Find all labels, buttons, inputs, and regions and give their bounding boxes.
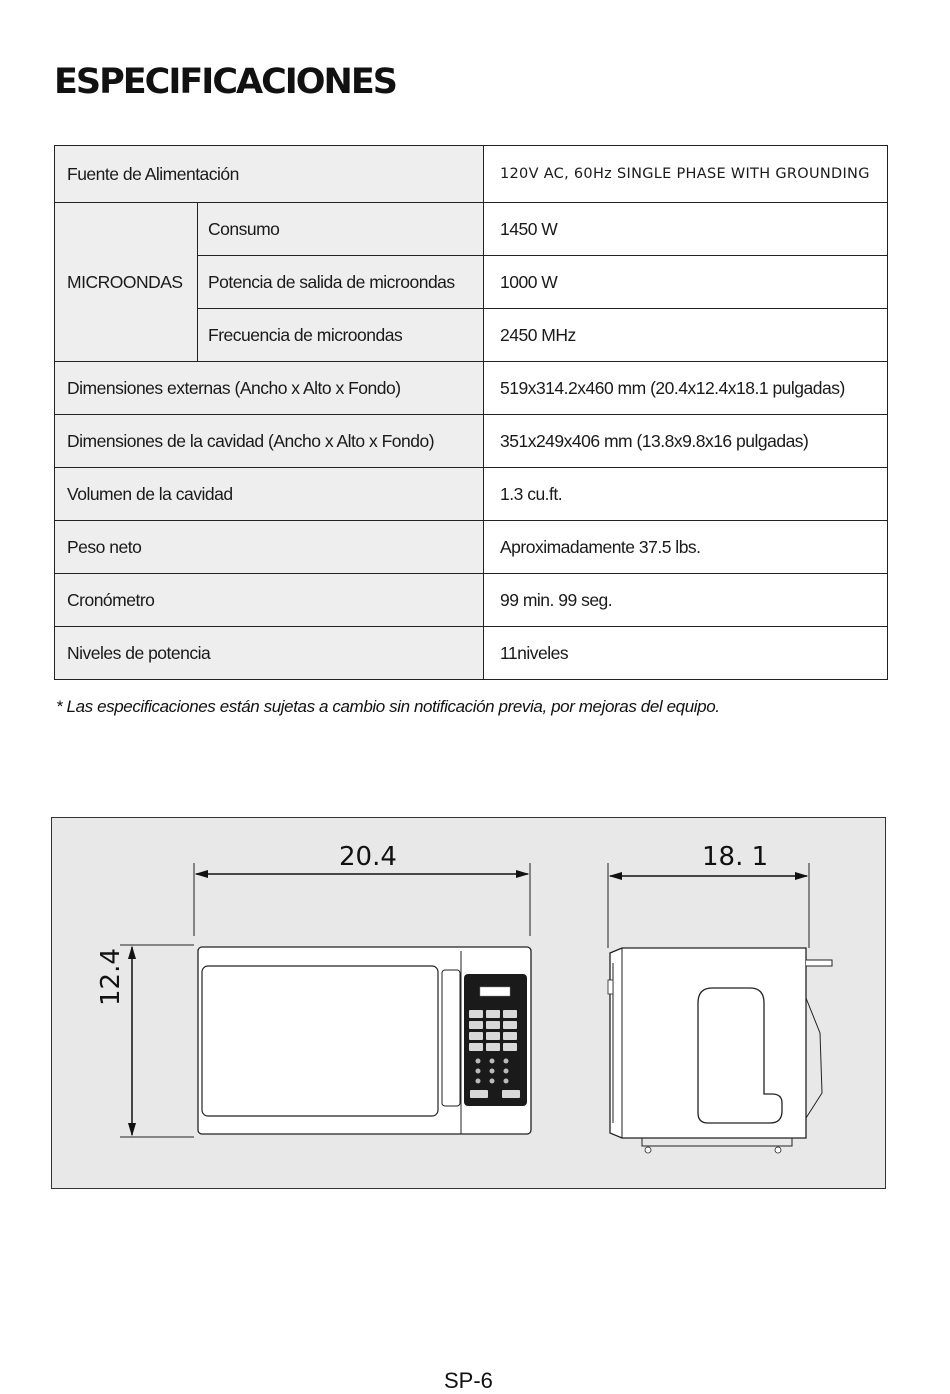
table-row bbox=[55, 521, 888, 574]
microwave-front-view bbox=[198, 947, 531, 1134]
power-source-label: Fuente de Alimentación bbox=[55, 146, 484, 203]
table-row bbox=[55, 362, 888, 415]
page-title: ESPECIFICACIONES bbox=[54, 62, 396, 102]
microwave-drawing bbox=[52, 818, 887, 1190]
table-row bbox=[55, 468, 888, 521]
cavity-volume-value: 1.3 cu.ft. bbox=[484, 468, 888, 521]
external-dimensions-value: 519x314.2x460 mm (20.4x12.4x18.1 pulgadas) bbox=[484, 362, 888, 415]
consumption-label: Consumo bbox=[198, 203, 484, 256]
microwave-side-view bbox=[608, 948, 832, 1153]
table-row bbox=[55, 574, 888, 627]
microwave-group-label: MICROONDAS bbox=[55, 203, 198, 362]
cavity-dimensions-value: 351x249x406 mm (13.8x9.8x16 pulgadas) bbox=[484, 415, 888, 468]
cavity-dimensions-label: Dimensiones de la cavidad (Ancho x Alto x Fondo) bbox=[55, 415, 484, 468]
consumption-value: 1450 W bbox=[484, 203, 888, 256]
depth-label: 18. 1 bbox=[702, 842, 769, 872]
table-row bbox=[55, 203, 888, 256]
table-row bbox=[55, 627, 888, 680]
specifications-table bbox=[54, 145, 888, 680]
height-label: 12.4 bbox=[96, 948, 126, 1006]
depth-dimension-line bbox=[608, 863, 809, 948]
net-weight-label: Peso neto bbox=[55, 521, 484, 574]
table-row bbox=[55, 415, 888, 468]
cavity-volume-label: Volumen de la cavidad bbox=[55, 468, 484, 521]
output-power-label: Potencia de salida de microondas bbox=[198, 256, 484, 309]
power-levels-value: 11niveles bbox=[484, 627, 888, 680]
power-levels-label: Niveles de potencia bbox=[55, 627, 484, 680]
output-power-value: 1000 W bbox=[484, 256, 888, 309]
height-dimension-line bbox=[120, 945, 194, 1137]
net-weight-value: Aproximadamente 37.5 lbs. bbox=[484, 521, 888, 574]
specifications-note: * Las especificaciones están sujetas a cambio sin notificación previa, por mejoras del equipo. bbox=[56, 697, 720, 716]
external-dimensions-label: Dimensiones externas (Ancho x Alto x Fondo) bbox=[55, 362, 484, 415]
timer-value: 99 min. 99 seg. bbox=[484, 574, 888, 627]
frequency-label: Frecuencia de microondas bbox=[198, 309, 484, 362]
width-label: 20.4 bbox=[339, 842, 397, 872]
frequency-value: 2450 MHz bbox=[484, 309, 888, 362]
power-source-value: 120V AC, 60Hz SINGLE PHASE WITH GROUNDING bbox=[484, 146, 888, 203]
width-dimension-line bbox=[194, 863, 530, 936]
timer-label: Cronómetro bbox=[55, 574, 484, 627]
table-row bbox=[55, 146, 888, 203]
dimensions-diagram bbox=[51, 817, 886, 1189]
page-number: SP-6 bbox=[444, 1368, 493, 1393]
